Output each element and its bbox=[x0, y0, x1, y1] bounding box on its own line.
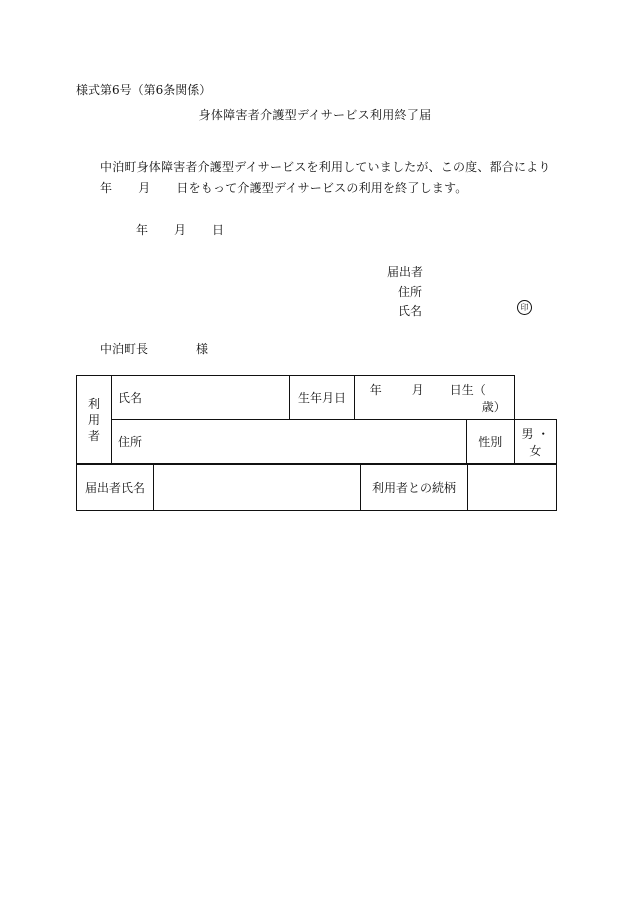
relation-field[interactable] bbox=[468, 465, 557, 511]
applicant-address-label: 住所 bbox=[398, 285, 423, 299]
reporter-info-table bbox=[76, 464, 557, 511]
body-month: 月 bbox=[138, 181, 151, 195]
seal-mark: 印 bbox=[517, 300, 532, 315]
addressee bbox=[100, 340, 208, 357]
mayor-title: 中泊町長 bbox=[100, 342, 149, 356]
relation-label-cell bbox=[361, 465, 468, 511]
birth-label-cell bbox=[290, 376, 355, 420]
form-number: 様式第6号（第6条関係） bbox=[76, 83, 212, 97]
sex-label-cell bbox=[466, 420, 514, 464]
body-year: 年 bbox=[100, 181, 113, 195]
user-address-cell[interactable] bbox=[112, 420, 467, 464]
date-year: 年 bbox=[136, 223, 149, 237]
birth-label: 生年月日 bbox=[297, 391, 346, 405]
sex-label: 性別 bbox=[478, 435, 503, 449]
user-name-cell[interactable] bbox=[112, 376, 290, 420]
user-address-label: 住所 bbox=[118, 435, 143, 449]
birth-month: 月 bbox=[411, 382, 424, 397]
reporter-name-label-cell bbox=[77, 465, 154, 511]
reporter-name-label: 届出者氏名 bbox=[84, 481, 145, 495]
applicant-heading: 届出者 bbox=[387, 265, 424, 279]
relation-label: 利用者との続柄 bbox=[371, 481, 456, 495]
honorific: 様 bbox=[196, 342, 209, 356]
submission-date bbox=[136, 221, 224, 238]
body-line-1: 中泊町身体障害者介護型デイサービスを利用していましたが、この度、都合により bbox=[100, 160, 551, 174]
date-day: 日 bbox=[212, 223, 225, 237]
sex-options-cell[interactable] bbox=[514, 420, 556, 464]
applicant-name-label: 氏名 bbox=[398, 304, 423, 318]
sex-options: 男 ・ 女 bbox=[521, 426, 550, 458]
body-rest: 日をもって介護型デイサービスの利用を終了します。 bbox=[176, 181, 468, 195]
birth-age: 歳） bbox=[481, 399, 506, 414]
user-side-label: 利 用 者 bbox=[77, 376, 112, 464]
user-name-label: 氏名 bbox=[118, 391, 143, 405]
birth-year: 年 bbox=[369, 382, 382, 397]
date-month: 月 bbox=[174, 223, 187, 237]
birth-day: 日生（ bbox=[449, 382, 486, 397]
birth-date-cell[interactable] bbox=[355, 376, 515, 420]
user-info-table bbox=[76, 375, 557, 464]
body-line-2 bbox=[100, 179, 467, 196]
document-title: 身体障害者介護型デイサービス利用終了届 bbox=[198, 108, 432, 122]
reporter-name-field[interactable] bbox=[154, 465, 361, 511]
